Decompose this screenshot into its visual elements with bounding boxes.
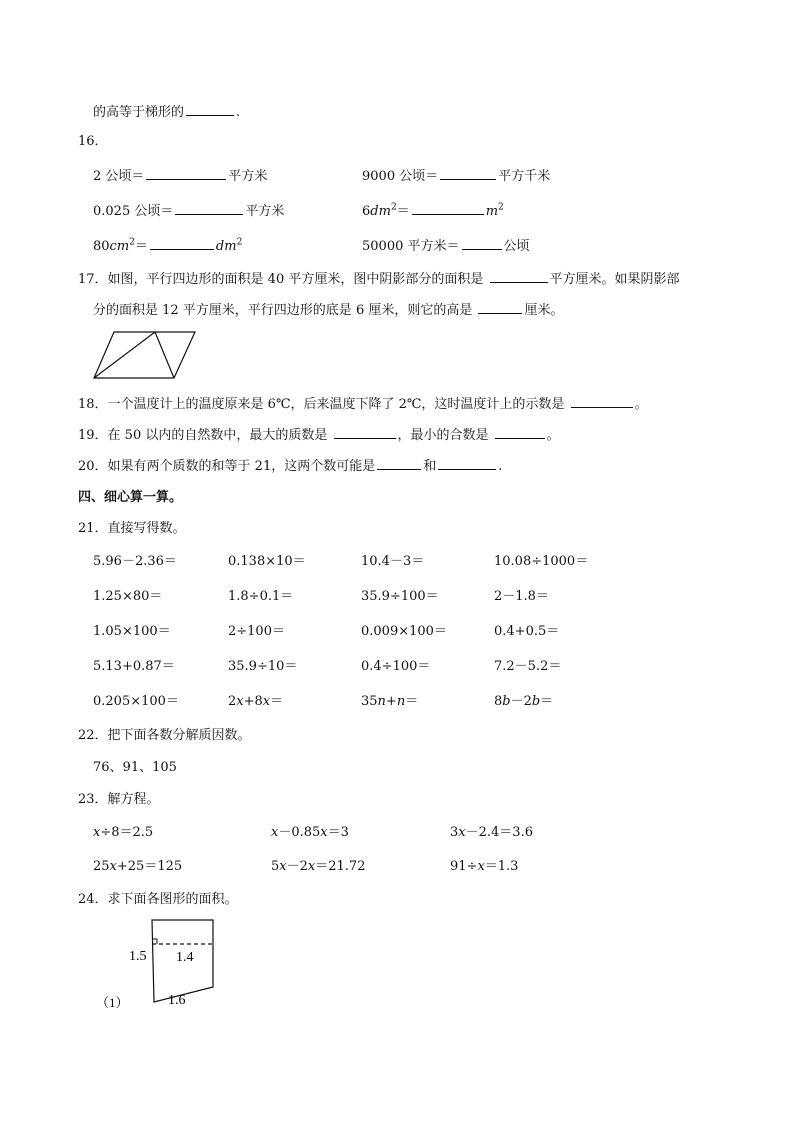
q23-equation: x－0.85x＝3 xyxy=(271,825,349,840)
answer-blank[interactable] xyxy=(462,237,502,250)
answer-blank[interactable] xyxy=(495,426,545,439)
q21-cell: 0.138×10＝ xyxy=(228,554,306,569)
q21-cell-algebra: 35n+n＝ xyxy=(361,694,419,709)
label-bottom: 1.6 xyxy=(168,993,186,1008)
q16-item-b: 9000 公顷＝ 平方千米 xyxy=(362,169,551,184)
q21-cell: 1.8÷0.1＝ xyxy=(228,589,294,604)
answer-blank[interactable] xyxy=(175,202,243,215)
q23-title: 23．解方程。 xyxy=(78,792,160,807)
trapezoid-figure xyxy=(92,915,242,1015)
section-4-title: 四、细心算一算。 xyxy=(78,490,183,505)
answer-blank[interactable] xyxy=(571,395,633,408)
q17-line2: 分的面积是 12 平方厘米，平行四边形的底是 6 厘米，则它的高是 厘米。 xyxy=(93,303,564,318)
q21-cell-algebra: 8b－2b＝ xyxy=(494,694,554,709)
answer-blank[interactable] xyxy=(377,457,421,470)
answer-blank[interactable] xyxy=(412,202,484,215)
q21-cell: 5.13+0.87＝ xyxy=(93,659,175,674)
answer-blank[interactable] xyxy=(150,237,214,250)
q15-tail: 的高等于梯形的 . xyxy=(93,105,241,120)
q21-cell: 10.4－3＝ xyxy=(361,554,425,569)
diagonal-line xyxy=(94,332,155,378)
q23-equation: 91÷x＝1.3 xyxy=(450,859,519,874)
q16-item-c: 0.025 公顷＝ 平方米 xyxy=(93,204,285,219)
q22-title: 22．把下面各数分解质因数。 xyxy=(78,728,251,743)
side-line xyxy=(155,332,174,378)
q16-item-a: 2 公顷＝ 平方米 xyxy=(93,169,268,184)
q23-equation: 3x－2.4＝3.6 xyxy=(450,825,533,840)
q16-item-d: $6dm^2= m^2$ xyxy=(362,202,504,219)
q21-cell: 1.05×100＝ xyxy=(93,624,171,639)
q21-cell: 35.9÷100＝ xyxy=(361,589,439,604)
answer-blank[interactable] xyxy=(334,426,396,439)
q23-equation: 25x+25＝125 xyxy=(93,859,183,874)
answer-blank[interactable] xyxy=(146,167,226,180)
q21-cell: 5.96－2.36＝ xyxy=(93,554,177,569)
q17-line1: 17．如图，平行四边形的面积是 40 平方厘米，图中阴影部分的面积是 平方厘米。如果阴影部 xyxy=(78,272,680,287)
q21-cell: 1.25×80＝ xyxy=(93,589,163,604)
q19: 19．在 50 以内的自然数中，最大的质数是 ，最小的合数是 。 xyxy=(78,428,560,443)
figure-label: （1） xyxy=(96,995,129,1010)
q24-title: 24．求下面各图形的面积。 xyxy=(78,892,238,907)
q21-cell: 2－1.8＝ xyxy=(494,589,549,604)
q21-cell: 0.4+0.5＝ xyxy=(494,624,560,639)
q18: 18．一个温度计上的温度原来是 6℃，后来温度下降了 2℃，这时温度计上的示数是 。 xyxy=(78,397,648,412)
q23-equation: 5x－2x＝21.72 xyxy=(271,859,366,874)
answer-blank[interactable] xyxy=(478,301,522,314)
answer-blank[interactable] xyxy=(438,457,496,470)
q21-cell: 7.2－5.2＝ xyxy=(494,659,562,674)
q21-cell: 10.08÷1000＝ xyxy=(494,554,589,569)
q16-item-f: 50000 平方米＝ 公顷 xyxy=(362,239,530,254)
label-top: 1.5 xyxy=(129,949,147,964)
label-height: 1.4 xyxy=(176,950,194,965)
answer-blank[interactable] xyxy=(490,270,548,283)
q21-cell: 2÷100＝ xyxy=(228,624,285,639)
answer-blank[interactable] xyxy=(440,167,496,180)
q16-number: 16． xyxy=(78,134,108,149)
answer-blank[interactable] xyxy=(186,103,234,116)
q22-numbers: 76、91、105 xyxy=(93,760,177,775)
parallelogram-outline xyxy=(94,332,195,378)
q21-title: 21．直接写得数。 xyxy=(78,521,186,536)
q21-cell: 35.9÷10＝ xyxy=(228,659,298,674)
q20: 20．如果有两个质数的和等于 21，这两个数可能是 和 . xyxy=(78,459,503,474)
q21-cell-algebra: 2x+8x＝ xyxy=(228,694,284,709)
q16-item-e: $80cm^2= dm^2$ xyxy=(93,237,243,254)
q23-equation: x÷8＝2.5 xyxy=(93,825,154,840)
parallelogram-figure xyxy=(92,330,197,382)
q21-cell: 0.009×100＝ xyxy=(361,624,447,639)
q21-cell: 0.4÷100＝ xyxy=(361,659,431,674)
q21-cell: 0.205×100＝ xyxy=(93,694,179,709)
